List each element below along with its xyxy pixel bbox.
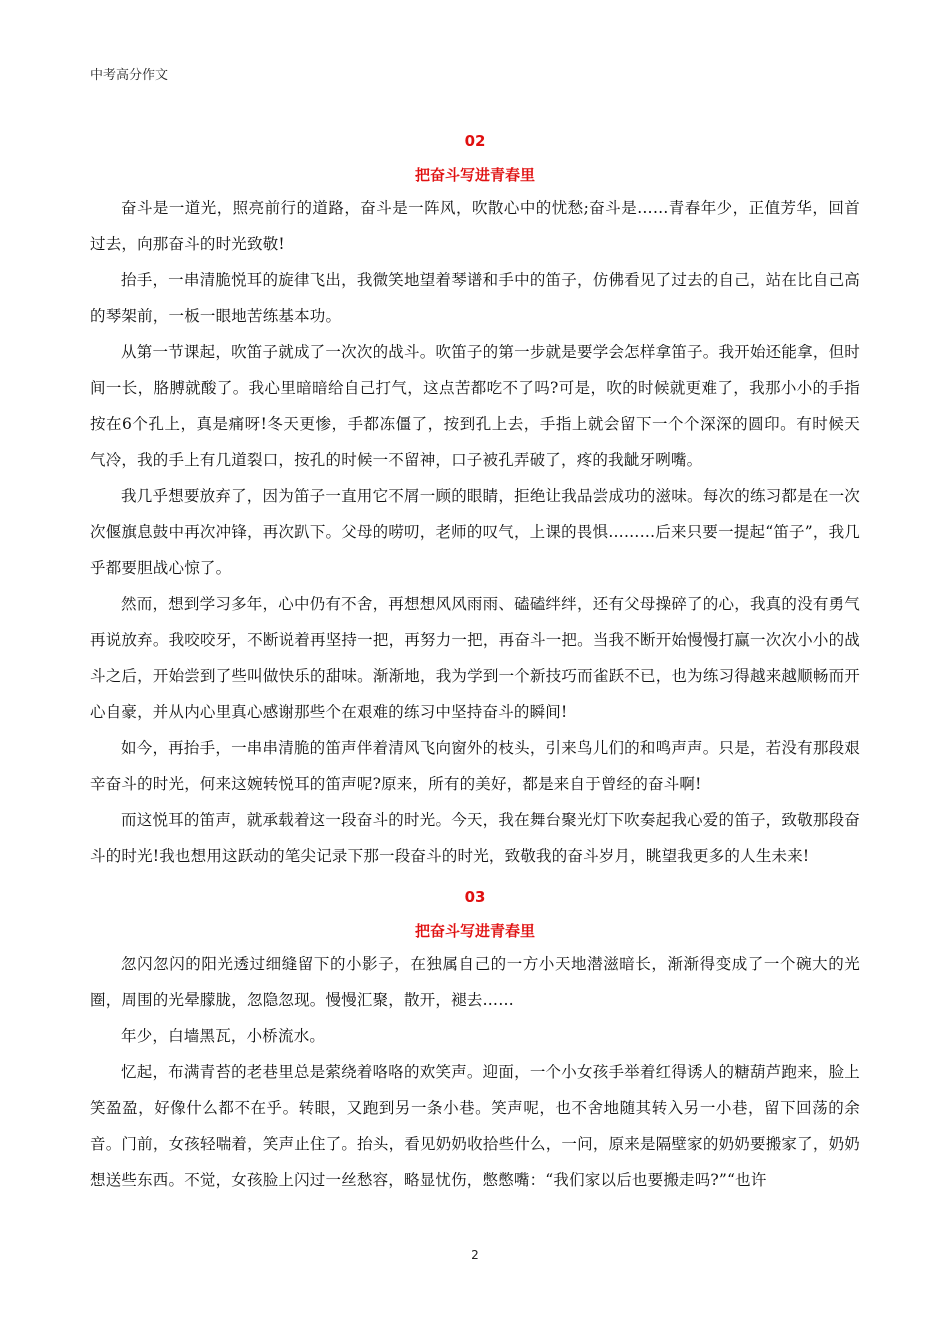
document-body (90, 118, 860, 1198)
essay-section-02 (90, 130, 860, 874)
section-title: 把奋斗写进青春里 (414, 922, 535, 940)
page-header: 中考高分作文 (90, 68, 169, 83)
paragraph: 奋斗是一道光，照亮前行的道路，奋斗是一阵风，吹散心中的忧愁;奋斗是……青春年少，正值芳华，回首过去，向那奋斗的时光致敬! (90, 199, 860, 253)
section-number: 02 (464, 132, 486, 150)
paragraph: 年少，白墙黑瓦，小桥流水。 (121, 1027, 326, 1045)
paragraph: 我几乎想要放弃了，因为笛子一直用它不屑一顾的眼睛，拒绝让我品尝成功的滋味。每次的练习都是在一次次偃旗息鼓中再次冲锋，再次趴下。父母的唠叨，老师的叹气，上课的畏惧………后来只要一提起“笛子”，我几乎都要胆战心惊了。 (90, 487, 860, 577)
paragraph: 而这悦耳的笛声，就承载着这一段奋斗的时光。今天，我在舞台聚光灯下吹奏起我心爱的笛子，致敬那段奋斗的时光!我也想用这跃动的笔尖记录下那一段奋斗的时光，致敬我的奋斗岁月，眺望我更多的人生未来! (90, 811, 860, 865)
paragraph: 忆起，布满青苔的老巷里总是萦绕着咯咯的欢笑声。迎面，一个小女孩手举着红得诱人的糖葫芦跑来，脸上笑盈盈，好像什么都不在乎。转眼，又跑到另一条小巷。笑声呢，也不舍地随其转入另一小巷，留下回荡的余音。门前，女孩轻喘着，笑声止住了。抬头，看见奶奶收拾些什么，一问，原来是隔壁家的奶奶要搬家了，奶奶想送些东西。不觉，女孩脸上闪过一丝愁容，略显忧伤，憋憋嘴：“我们家以后也要搬走吗?”“也许 (90, 1063, 860, 1189)
paragraph: 抬手，一串清脆悦耳的旋律飞出，我微笑地望着琴谱和手中的笛子，仿佛看见了过去的自己，站在比自己高的琴架前，一板一眼地苦练基本功。 (90, 271, 860, 325)
paragraph: 忽闪忽闪的阳光透过细缝留下的小影子，在独属自己的一方小天地潜滋暗长，渐渐得变成了一个碗大的光圈，周围的光晕朦胧，忽隐忽现。慢慢汇聚，散开，褪去…… (90, 955, 860, 1009)
section-title: 把奋斗写进青春里 (414, 166, 535, 184)
paragraph: 如今，再抬手，一串串清脆的笛声伴着清风飞向窗外的枝头，引来鸟儿们的和鸣声声。只是，若没有那段艰辛奋斗的时光，何来这婉转悦耳的笛声呢?原来，所有的美好，都是来自于曾经的奋斗啊! (90, 739, 860, 793)
page-number: 2 (471, 1248, 479, 1262)
section-number: 03 (464, 888, 486, 906)
essay-section-03 (90, 886, 860, 1198)
paragraph: 从第一节课起，吹笛子就成了一次次的战斗。吹笛子的第一步就是要学会怎样拿笛子。我开始还能拿，但时间一长，胳膊就酸了。我心里暗暗给自己打气，这点苦都吃不了吗?可是，吹的时候就更难了，我那小小的手指按在6个孔上，真是痛呀!冬天更惨，手都冻僵了，按到孔上去，手指上就会留下一个个深深的圆印。有时候天气冷，我的手上有几道裂口，按孔的时候一不留神，口子被孔弄破了，疼的我龇牙咧嘴。 (90, 343, 860, 469)
paragraph: 然而，想到学习多年，心中仍有不舍，再想想风风雨雨、磕磕绊绊，还有父母操碎了的心，我真的没有勇气再说放弃。我咬咬牙，不断说着再坚持一把，再努力一把，再奋斗一把。当我不断开始慢慢打赢一次次小小的战斗之后，开始尝到了些叫做快乐的甜味。渐渐地，我为学到一个新技巧而雀跃不已，也为练习得越来越顺畅而开心自豪，并从内心里真心感谢那些个在艰难的练习中坚持奋斗的瞬间! (90, 595, 860, 721)
